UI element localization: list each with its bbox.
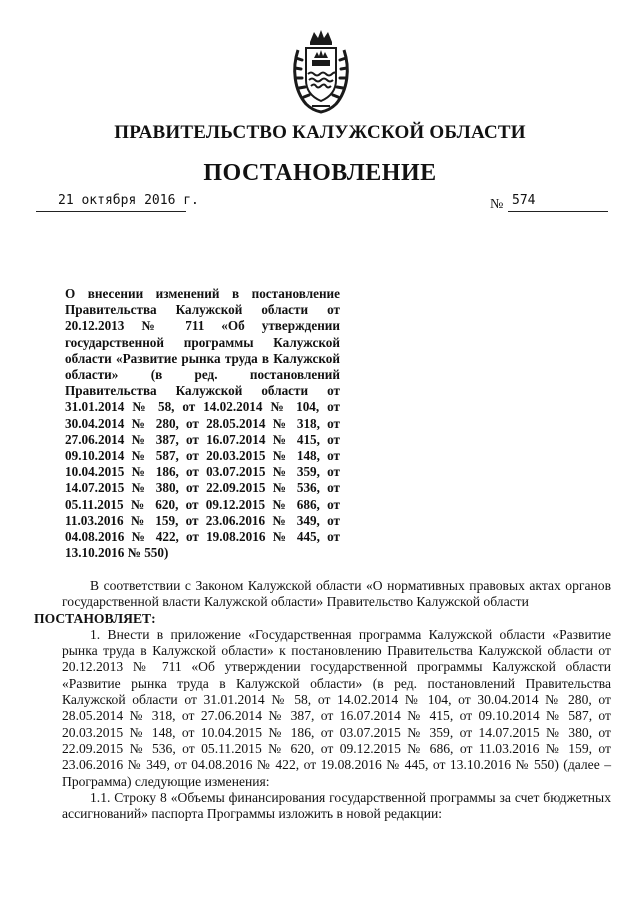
document-date: 21 октября 2016 г. — [58, 193, 199, 208]
document-number: 574 — [512, 193, 536, 208]
preamble-paragraph — [34, 578, 611, 627]
kaluga-coat-of-arms-icon — [290, 28, 352, 114]
number-label: № — [490, 197, 504, 212]
preamble-text: В соответствии с Законом Калужской области «О нормативных правовых актах органов государственной власти Калужской области» Правительство Калужской области — [62, 578, 611, 610]
paragraph-1: 1. Внести в приложение «Государственная программа Калужской области «Развитие рынка труда в Калужской области» к постановлению Правительства Калужской области от 20.12.2013 № 711 «Об утверждении государственной программы Калужской области «Развитие рынка труда в Калужской области» (в ред. постановлений Правительства Калужской области от 31.01.2014 № 58, от 14.02.2014 № 104, от 30.04.2014 № 280, от 28.05.2014 № 318, от 27.06.2014 № 387, от 16.07.2014 № 415, от 09.10.2014 № 587, от 20.03.2015 № 148, от 10.04.2015 № 186, от 03.07.2015 № 359, от 14.07.2015 № 380, от 22.09.2015 № 536, от 05.11.2015 № 620, от 09.12.2015 № 686, от 11.03.2016 № 159, от 23.06.2016 № 349, от 04.08.2016 № 422, от 19.08.2016 № 445, от 13.10.2016 № 550) (далее – Программа) следующие изменения: — [62, 626, 611, 789]
document-body — [34, 578, 611, 822]
paragraph-1-1: 1.1. Строку 8 «Объемы финансирования государственной программы за счет бюджетных ассигнований» паспорта Программы изложить в новой редакции: — [62, 789, 611, 822]
document-type-title: ПОСТАНОВЛЕНИЕ — [203, 160, 437, 186]
government-title: ПРАВИТЕЛЬСТВО КАЛУЖСКОЙ ОБЛАСТИ — [114, 122, 526, 143]
document-subject: О внесении изменений в постановление Правительства Калужской области от 20.12.2013 № 711 «Об утверждении государственной программы Калужской области «Развитие рынка труда в Калужской области» (в ред. постановлений Правительства Калужской области от 31.01.2014 № 58, от 14.02.2014 № 104, от 30.04.2014 № 280, от 28.05.2014 № 318, от 27.06.2014 № 387, от 16.07.2014 № 415, от 09.10.2014 № 587, от 20.03.2015 № 148, от 10.04.2015 № 186, от 03.07.2015 № 359, от 14.07.2015 № 380, от 22.09.2015 № 536, от 05.11.2015 № 620, от 09.12.2015 № 686, от 11.03.2016 № 159, от 23.06.2016 № 349, от 04.08.2016 № 422, от 19.08.2016 № 445, от 13.10.2016 № 550) — [65, 286, 340, 561]
resolves-heading: ПОСТАНОВЛЯЕТ: — [34, 610, 156, 626]
